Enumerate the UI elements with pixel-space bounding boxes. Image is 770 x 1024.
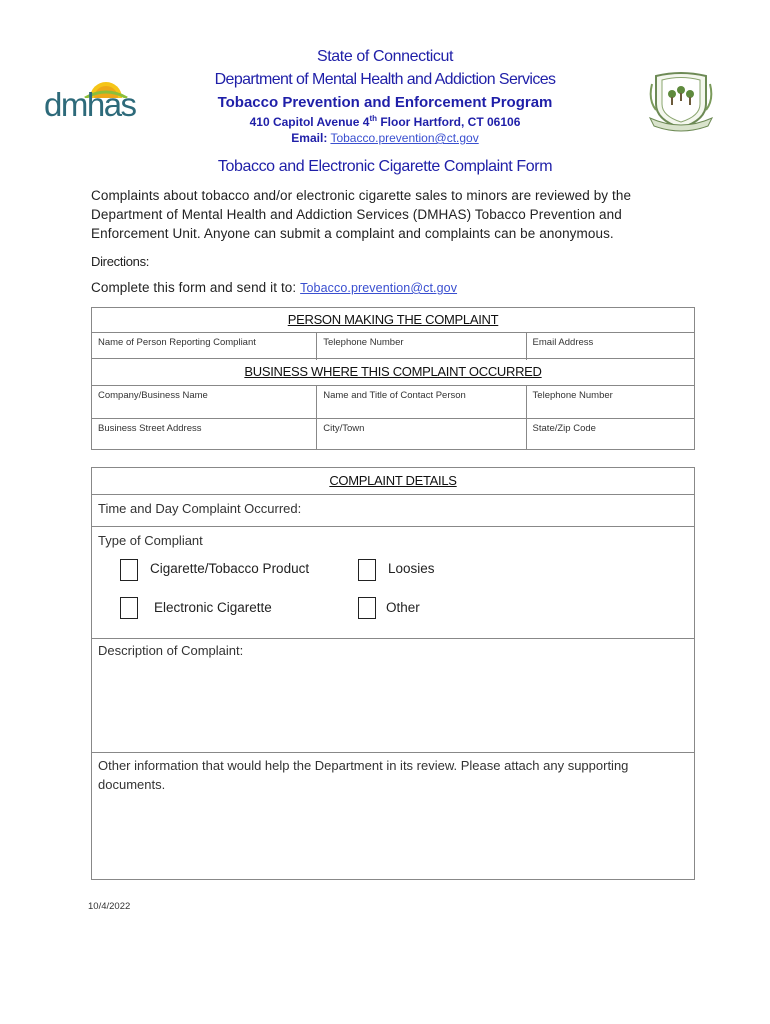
directions-email-link[interactable]: Tobacco.prevention@ct.gov <box>300 281 458 295</box>
footer-date: 10/4/2022 <box>88 901 131 912</box>
header-email <box>0 131 770 145</box>
loosies-label: Loosies <box>388 561 435 576</box>
reporter-phone-field[interactable]: Telephone Number <box>317 333 526 360</box>
form-title: Tobacco and Electronic Cigarette Complaint Form <box>217 158 553 175</box>
person-section <box>91 307 695 359</box>
cigarette-tobacco-checkbox[interactable] <box>120 559 138 581</box>
reporter-email-field[interactable]: Email Address <box>532 337 594 348</box>
contact-person-field[interactable]: Name and Title of Contact Person <box>317 386 526 418</box>
email-label: Email: <box>291 131 328 145</box>
program-name: Tobacco Prevention and Enforcement Program <box>217 94 553 111</box>
directions-text <box>91 278 691 298</box>
state-zip-field[interactable]: State/Zip Code <box>532 423 596 434</box>
department-name: Department of Mental Health and Addiction Services <box>214 71 556 88</box>
description-field[interactable]: Description of Complaint: <box>92 639 694 753</box>
cigarette-tobacco-label: Cigarette/Tobacco Product <box>150 561 310 576</box>
street-address-field[interactable]: Business Street Address <box>92 419 317 450</box>
address-part: Floor Hartford, CT 06106 <box>377 115 521 129</box>
header-email-link[interactable]: Tobacco.prevention@ct.gov <box>330 131 479 145</box>
business-section-title: BUSINESS WHERE THIS COMPLAINT OCCURRED <box>92 359 694 386</box>
time-day-field[interactable]: Time and Day Complaint Occurred: <box>92 495 694 527</box>
other-information-field[interactable]: Other information that would help the Department in its review. Please attach any supporting documents. <box>98 758 629 792</box>
business-section <box>91 359 695 450</box>
loosies-checkbox[interactable] <box>358 559 376 581</box>
other-checkbox[interactable] <box>358 597 376 619</box>
city-town-field[interactable]: City/Town <box>317 419 526 450</box>
business-phone-field[interactable]: Telephone Number <box>532 390 613 401</box>
state-name: State of Connecticut <box>316 48 454 65</box>
address <box>0 114 770 129</box>
directions-instruction: Complete this form and send it to: <box>91 280 301 295</box>
address-part: 410 Capitol Avenue 4 <box>249 115 370 129</box>
complaint-details-section <box>91 467 695 880</box>
electronic-cigarette-label: Electronic Cigarette <box>154 600 272 615</box>
reporter-name-field[interactable]: Name of Person Reporting Compliant <box>92 333 317 360</box>
other-label: Other <box>386 600 420 615</box>
intro-paragraph: Complaints about tobacco and/or electronic cigarette sales to minors are reviewed by the Department of Mental Health and Addiction Services (DMHAS) Tobacco Prevention and Enforcement Unit. Anyone can submit a complaint and complaints can be anonymous. <box>91 188 632 241</box>
address-superscript: th <box>369 114 377 123</box>
directions-heading: Directions: <box>91 254 150 269</box>
person-section-title: PERSON MAKING THE COMPLAINT <box>92 308 694 333</box>
business-name-field[interactable]: Company/Business Name <box>92 386 317 418</box>
electronic-cigarette-checkbox[interactable] <box>120 597 138 619</box>
details-section-title: COMPLAINT DETAILS <box>92 468 694 495</box>
logo-wordmark: dmhas <box>44 86 136 123</box>
complaint-type-label: Type of Compliant <box>98 533 203 548</box>
complaint-type-group <box>92 527 694 639</box>
